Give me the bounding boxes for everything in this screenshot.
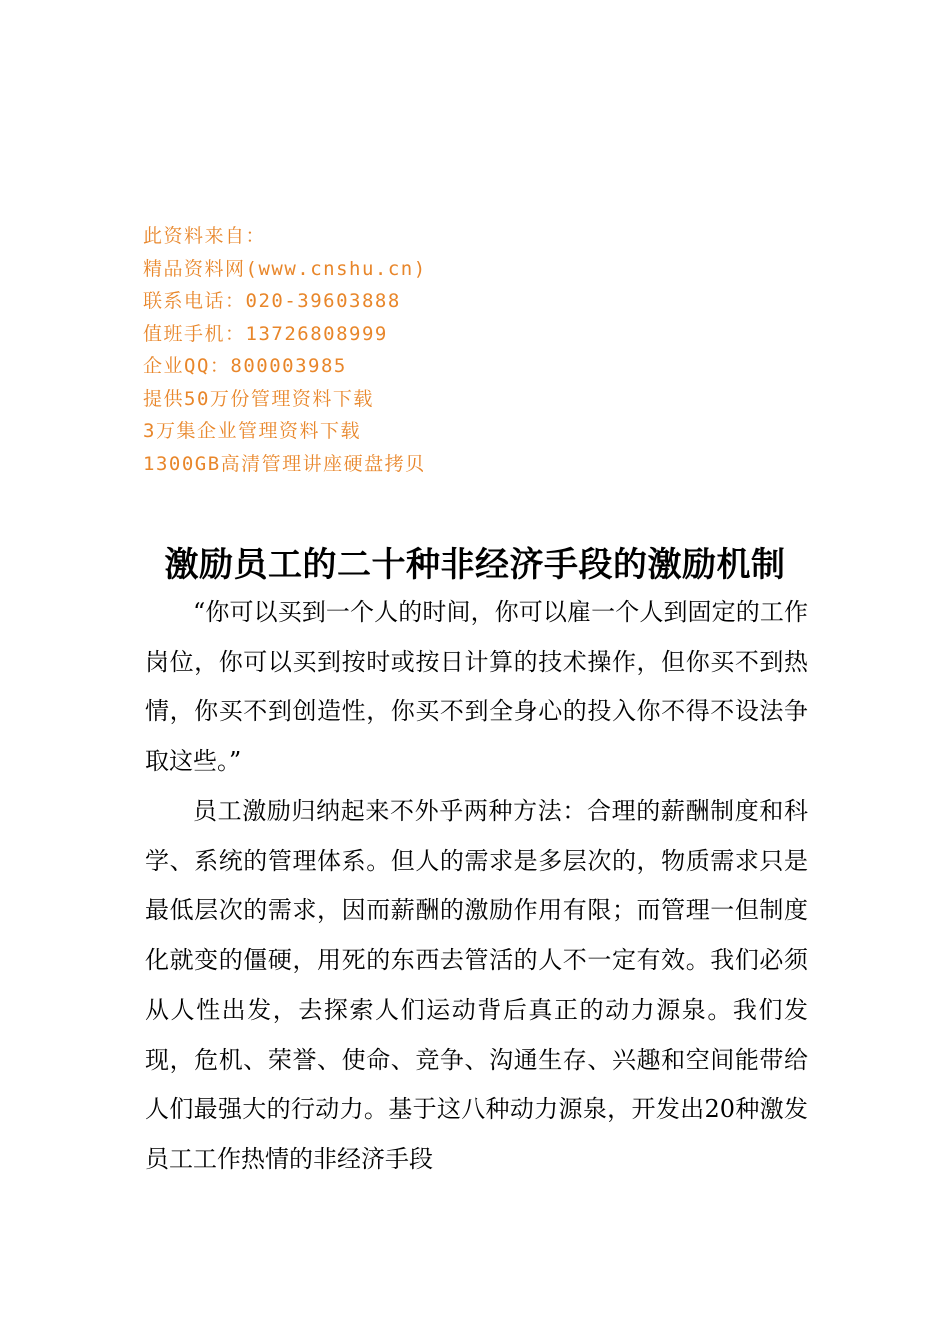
body-paragraph-intro: 员工激励归纳起来不外乎两种方法：合理的薪酬制度和科学、系统的管理体系。但人的需求是多层次的，物质需求只是最低层次的需求，因而薪酬的激励作用有限；而管理一但制度化就变的僵硬，用死的东西去管活的人不一定有效。我们必须从人性出发，去探索人们运动背后真正的动力源泉。我们发现，危机、荣誉、使命、竞争、沟通生存、兴趣和空间能带给人们最强大的行动力。基于这八种动力源泉，开发出20种激发员工工作热情的非经济手段: [145, 797, 808, 1173]
document-title: 激励员工的二十种非经济手段的激励机制: [164, 545, 786, 585]
source-line-videos: 3万集企业管理资料下载: [143, 420, 361, 442]
source-line-origin: 此资料来自：: [143, 225, 267, 247]
source-line-lectures: 1300GB高清管理讲座硬盘拷贝: [143, 452, 426, 475]
source-info-block: [143, 220, 743, 480]
source-line-qq: 企业QQ：800003985: [143, 355, 347, 377]
source-line-website: 精品资料网(www.cnshu.cn): [143, 257, 427, 280]
source-line-downloads: 提供50万份管理资料下载: [143, 387, 374, 410]
body-paragraph-quote: “你可以买到一个人的时间，你可以雇一个人到固定的工作岗位，你可以买到按时或按日计算的技术操作，但你买不到热情，你买不到创造性，你买不到全身心的投入你不得不设法争取这些。”: [145, 598, 808, 776]
source-line-mobile: 值班手机：13726808999: [143, 322, 388, 345]
source-line-phone: 联系电话：020-39603888: [143, 290, 401, 312]
